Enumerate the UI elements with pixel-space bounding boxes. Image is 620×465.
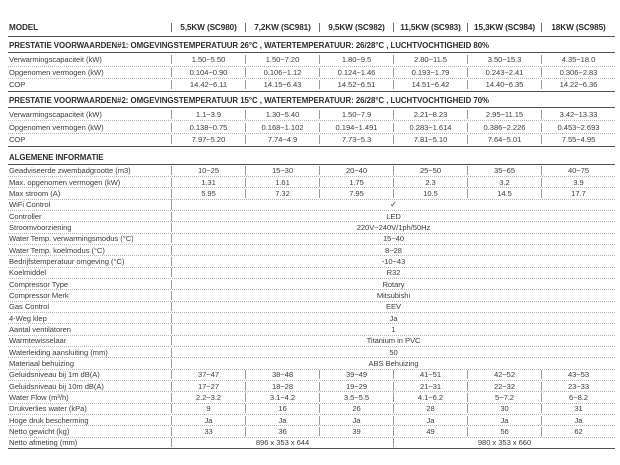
row-value-merged: EEV (171, 302, 615, 311)
row-value-1: 1.31 (171, 178, 245, 187)
row-value-1: Ja (171, 416, 245, 425)
row-value-merged: R32 (171, 268, 615, 277)
row-value-6: 3.42~13.33 (541, 110, 615, 119)
table-row-geluidsniveau-bij-10m-db-a (8, 380, 615, 391)
section-body-1 (8, 53, 615, 92)
row-value-5: 0.386~2.226 (467, 123, 541, 132)
row-value-6: 62 (541, 427, 615, 436)
row-value-5: 35~65 (467, 166, 541, 175)
row-label: 4-Weg klep (9, 313, 47, 323)
row-value-1: 5.95 (171, 189, 245, 198)
row-value-6: 14.22~6.36 (541, 80, 615, 89)
row-value-merged: ABS Behuizing (171, 359, 615, 368)
model-header-row (8, 18, 615, 37)
row-value-4: 2.21~8.23 (393, 110, 467, 119)
section-body-2 (8, 108, 615, 147)
row-label: Materiaal behuizing (9, 359, 74, 369)
row-label: Controller (9, 211, 42, 221)
row-label: Water Temp. verwarmingsmodus (°C) (9, 234, 134, 244)
row-value-2: 1.50~7.20 (245, 55, 319, 64)
row-value-2: 15~30 (245, 166, 319, 175)
section-body-3 (8, 165, 615, 450)
row-value-3: 39 (319, 427, 393, 436)
row-value-4: 10.5 (393, 189, 467, 198)
row-value-3: 14.52~6.51 (319, 80, 393, 89)
row-value-2: 7.32 (245, 189, 319, 198)
row-value-1: 33 (171, 427, 245, 436)
row-value-4: 0.193~1.79 (393, 68, 467, 77)
row-label: Stroomvoorziening (9, 222, 72, 232)
row-value-5: 3.50~15.3 (467, 55, 541, 64)
row-label: Water Temp. koelmodus (°C) (9, 245, 105, 255)
row-label: Koelmiddel (9, 268, 47, 278)
table-row-materiaal-behuizing (8, 357, 615, 368)
row-value-4: 28 (393, 404, 467, 413)
row-value-5: 14.40~6.35 (467, 80, 541, 89)
table-row-4-weg-klep (8, 312, 615, 323)
row-value-6: 6~8.2 (541, 393, 615, 402)
row-label: Water Flow (m³/h) (9, 393, 69, 403)
row-value-5: 14.5 (467, 189, 541, 198)
row-value-merged: Titanium in PVC (171, 336, 615, 345)
row-value-4: 14.51~6.42 (393, 80, 467, 89)
row-value-6: 4.35~18.0 (541, 55, 615, 64)
table-row-max-stroom-a (8, 187, 615, 198)
row-label: Opgenomen vermogen (kW) (9, 122, 104, 132)
section-title-1: PRESTATIE VOORWAARDEN#1: OMGEVINGSTEMPERATUUR 26°C , WATERTEMPERATUUR: 26/28°C , LUCHTVOCHTIGHEID 80% (8, 37, 615, 53)
table-row-drukverlies-water-kpa (8, 403, 615, 414)
row-label: Compressor Type (9, 279, 69, 289)
row-value-4: 41~51 (393, 370, 467, 379)
table-row-geadviseerde-zwembadgrootte-m3 (8, 165, 615, 176)
row-value-4: 7.81~5.10 (393, 135, 467, 144)
table-row-stroomvoorziening (8, 221, 615, 232)
row-label: WiFi Control (9, 200, 51, 210)
row-value-merged: Rotary (171, 280, 615, 289)
row-value-2: 0.106~1.12 (245, 68, 319, 77)
table-row-max-opgenomen-vermogen-kw (8, 176, 615, 187)
row-value-5: 0.243~2.41 (467, 68, 541, 77)
row-value-merged: Mitsubishi (171, 291, 615, 300)
table-row-warmtewisselaar (8, 335, 615, 346)
row-value-merged: LED (171, 212, 615, 221)
row-value-4: 2.80~11.5 (393, 55, 467, 64)
column-header-5: 15,3KW (SC984) (467, 23, 541, 32)
row-value-4: 49 (393, 427, 467, 436)
row-value-1: 14.42~6.11 (171, 80, 245, 89)
table-row-opgenomen-vermogen-kw (8, 120, 615, 133)
table-row-water-temp-verwarmingsmodus-c (8, 233, 615, 244)
row-value-1: 9 (171, 404, 245, 413)
row-value-4: 21~31 (393, 382, 467, 391)
table-row-koelmiddel (8, 267, 615, 278)
row-value-5: 22~32 (467, 382, 541, 391)
row-label: Netto afmeting (mm) (9, 438, 78, 448)
row-value-3: 20~40 (319, 166, 393, 175)
row-value-1: 2.2~3.2 (171, 393, 245, 402)
row-value-3: 26 (319, 404, 393, 413)
row-value-2: 0.168~1.102 (245, 123, 319, 132)
row-label: COP (9, 80, 26, 90)
row-value-6: 0.453~2.693 (541, 123, 615, 132)
table-row-opgenomen-vermogen-kw (8, 66, 615, 79)
row-value-3: 1.80~9.5 (319, 55, 393, 64)
row-value-4: 25~50 (393, 166, 467, 175)
row-label: Opgenomen vermogen (kW) (9, 67, 104, 77)
column-header-4: 11,5KW (SC983) (393, 23, 467, 32)
row-value-3: 7.73~5.3 (319, 135, 393, 144)
row-label: Geluidsniveau bij 10m dB(A) (9, 381, 104, 391)
row-value-6: 17.7 (541, 189, 615, 198)
row-value-2: 7.74~4.9 (245, 135, 319, 144)
row-value-2: 1.61 (245, 178, 319, 187)
row-label: Drukverlies water (kPa) (9, 404, 87, 414)
row-value-merged: 8~28 (171, 246, 615, 255)
row-value-2: 1.30~5.40 (245, 110, 319, 119)
row-value-1: 1.50~5.50 (171, 55, 245, 64)
row-value-merged: 50 (171, 348, 615, 357)
row-label: Bedrijfstemperatuur omgeving (°C) (9, 256, 125, 266)
table-row-compressor-merk (8, 289, 615, 300)
table-row-compressor-type (8, 278, 615, 289)
row-value-span-2: 980 x 353 x 660 (393, 438, 615, 447)
row-value-3: 3.5~5.5 (319, 393, 393, 402)
table-row-bedrijfstemperatuur-omgeving-c (8, 255, 615, 266)
row-value-4: 2.3 (393, 178, 467, 187)
row-value-5: 42~52 (467, 370, 541, 379)
table-row-controller (8, 210, 615, 221)
row-value-2: 18~28 (245, 382, 319, 391)
column-header-1: 5,5KW (SC980) (171, 23, 245, 32)
checkmark-icon: ✓ (171, 199, 615, 210)
row-value-3: 1.50~7.9 (319, 110, 393, 119)
table-row-verwarmingscapaciteit-kw (8, 108, 615, 121)
row-value-3: 1.75 (319, 178, 393, 187)
row-value-5: 5~7.2 (467, 393, 541, 402)
table-row-hoge-druk-bescherming (8, 414, 615, 425)
table-row-verwarmingscapaciteit-kw (8, 53, 615, 66)
row-label: COP (9, 135, 26, 145)
row-value-1: 0.138~0.75 (171, 123, 245, 132)
row-value-2: Ja (245, 416, 319, 425)
row-value-2: 36 (245, 427, 319, 436)
table-row-cop (8, 78, 615, 91)
row-value-6: 3.9 (541, 178, 615, 187)
row-value-3: 0.194~1.491 (319, 123, 393, 132)
row-value-6: 31 (541, 404, 615, 413)
row-value-6: 23~33 (541, 382, 615, 391)
row-value-5: Ja (467, 416, 541, 425)
table-row-netto-gewicht-kg (8, 425, 615, 436)
row-value-5: 56 (467, 427, 541, 436)
row-value-5: 30 (467, 404, 541, 413)
row-label: Verwarmingscapaciteit (kW) (9, 109, 102, 119)
row-value-merged: 15~40 (171, 234, 615, 243)
row-value-merged: 220V~240V/1ph/50Hz (171, 223, 615, 232)
row-value-3: 39~49 (319, 370, 393, 379)
table-row-water-temp-koelmodus-c (8, 244, 615, 255)
row-value-6: Ja (541, 416, 615, 425)
column-header-2: 7,2KW (SC981) (245, 23, 319, 32)
table-row-netto-afmeting-mm (8, 437, 615, 448)
row-label: Hoge druk bescherming (9, 415, 89, 425)
row-value-2: 3.1~4.2 (245, 393, 319, 402)
column-header-3: 9,5KW (SC982) (319, 23, 393, 32)
row-value-4: Ja (393, 416, 467, 425)
row-value-span-1: 896 x 353 x 644 (171, 438, 393, 447)
row-value-1: 10~25 (171, 166, 245, 175)
row-value-merged: -10~43 (171, 257, 615, 266)
row-label: Gas Control (9, 302, 49, 312)
row-value-3: 0.124~1.46 (319, 68, 393, 77)
spec-table (8, 18, 615, 449)
row-value-6: 7.55~4.95 (541, 135, 615, 144)
row-value-2: 38~48 (245, 370, 319, 379)
row-label: Netto gewicht (kg) (9, 427, 70, 437)
table-row-gas-control (8, 301, 615, 312)
section-title-3: ALGEMENE INFORMATIE (8, 147, 615, 165)
table-row-aantal-ventilatoren (8, 323, 615, 334)
row-label: Warmtewisselaar (9, 336, 67, 346)
row-value-merged: Ja (171, 314, 615, 323)
row-label: Aantal ventilatoren (9, 325, 71, 335)
row-value-1: 17~27 (171, 382, 245, 391)
section-title-2: PRESTATIE VOORWAARDEN#2: OMGEVINGSTEMPERATUUR 15°C , WATERTEMPERATUUR: 26/28°C , LUCHTVOCHTIGHEID 70% (8, 92, 615, 108)
row-value-2: 16 (245, 404, 319, 413)
row-value-6: 43~53 (541, 370, 615, 379)
row-value-1: 7.97~5.20 (171, 135, 245, 144)
table-row-wifi-control (8, 199, 615, 210)
row-value-merged: 1 (171, 325, 615, 334)
table-row-cop (8, 133, 615, 146)
row-value-5: 2.95~11.15 (467, 110, 541, 119)
row-label: Compressor Merk (9, 291, 69, 301)
row-value-1: 1.1~3.9 (171, 110, 245, 119)
row-label: Max. opgenomen vermogen (kW) (9, 177, 121, 187)
row-label: Verwarmingscapaciteit (kW) (9, 54, 102, 64)
row-value-3: Ja (319, 416, 393, 425)
row-value-6: 0.306~2.83 (541, 68, 615, 77)
row-label: Geadviseerde zwembadgrootte (m3) (9, 165, 131, 175)
row-value-3: 7.95 (319, 189, 393, 198)
table-row-waterleiding-aansluiting-mm (8, 346, 615, 357)
row-label: Geluidsniveau bij 1m dB(A) (9, 370, 100, 380)
row-label: Max stroom (A) (9, 188, 61, 198)
row-label: Waterleiding aansluiting (mm) (9, 347, 108, 357)
row-value-2: 14.15~6.43 (245, 80, 319, 89)
table-row-geluidsniveau-bij-1m-db-a (8, 369, 615, 380)
row-value-1: 0.104~0.90 (171, 68, 245, 77)
row-value-1: 37~47 (171, 370, 245, 379)
column-header-6: 18KW (SC985) (541, 23, 615, 32)
row-value-3: 19~29 (319, 382, 393, 391)
row-value-5: 7.64~5.01 (467, 135, 541, 144)
model-label: MODEL (9, 22, 39, 32)
row-value-4: 0.283~1.614 (393, 123, 467, 132)
table-row-water-flow-m-h (8, 391, 615, 402)
row-value-4: 4.1~6.2 (393, 393, 467, 402)
row-value-5: 3.2 (467, 178, 541, 187)
row-value-6: 40~75 (541, 166, 615, 175)
